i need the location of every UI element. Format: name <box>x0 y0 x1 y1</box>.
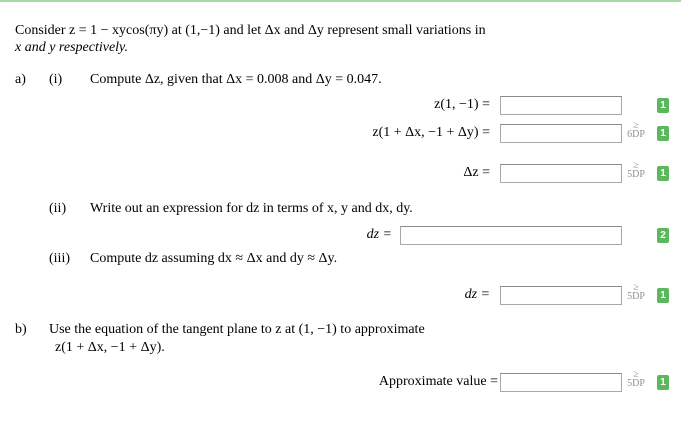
decimal-places-hint <box>624 121 648 139</box>
z-perturbed-label: z(1 + Δx, −1 + Δy) = <box>372 125 490 140</box>
delta-z-input[interactable] <box>500 164 622 183</box>
intro-line-2: x and y respectively. <box>15 40 128 55</box>
z-at-point-input[interactable] <box>500 96 622 115</box>
top-divider <box>0 0 681 2</box>
approx-value-label: Approximate value = <box>378 374 498 389</box>
greater-equal-icon: ≥ <box>633 120 639 131</box>
decimal-places-text: 5DP <box>627 291 645 302</box>
decimal-places-text: 5DP <box>627 169 645 180</box>
decimal-places-hint <box>624 283 648 301</box>
decimal-places-text: 5DP <box>627 378 645 389</box>
decimal-places-text: 6DP <box>627 129 645 140</box>
delta-z-label: Δz = <box>463 165 490 180</box>
part-a-i-label: (i) <box>49 72 63 87</box>
intro-line-1: Consider z = 1 − xycos(πy) at (1,−1) and let Δx and Δy represent small variations in <box>15 23 486 38</box>
marks-badge: 1 <box>657 98 669 113</box>
part-a-i-text: Compute Δz, given that Δx = 0.008 and Δy = 0.047. <box>90 72 382 87</box>
marks-badge: 2 <box>657 228 669 243</box>
dz-value-input[interactable] <box>500 286 622 305</box>
dz-value-label: dz = <box>464 287 490 302</box>
marks-badge: 1 <box>657 126 669 141</box>
part-a-ii-text: Write out an expression for dz in terms of x, y and dx, dy. <box>90 201 413 216</box>
part-a-ii-label: (ii) <box>49 201 67 216</box>
greater-equal-icon: ≥ <box>633 160 639 171</box>
decimal-places-hint <box>624 370 648 388</box>
marks-badge: 1 <box>657 288 669 303</box>
marks-badge: 1 <box>657 375 669 390</box>
part-b-line-2: z(1 + Δx, −1 + Δy). <box>55 340 165 355</box>
part-a-iii-label: (iii) <box>49 251 70 266</box>
approx-value-input[interactable] <box>500 373 622 392</box>
part-b-line-1: Use the equation of the tangent plane to z at (1, −1) to approximate <box>49 322 425 337</box>
part-a-label: a) <box>15 72 26 87</box>
greater-equal-icon: ≥ <box>633 282 639 293</box>
z-perturbed-input[interactable] <box>500 124 622 143</box>
z-at-point-label: z(1, −1) = <box>434 97 490 112</box>
part-a-iii-text: Compute dz assuming dx ≈ Δx and dy ≈ Δy. <box>90 251 338 266</box>
greater-equal-icon: ≥ <box>633 369 639 380</box>
part-b-label: b) <box>15 322 27 337</box>
dz-expression-label: dz = <box>366 227 392 242</box>
decimal-places-hint <box>624 161 648 179</box>
marks-badge: 1 <box>657 166 669 181</box>
dz-expression-input[interactable] <box>400 226 622 245</box>
